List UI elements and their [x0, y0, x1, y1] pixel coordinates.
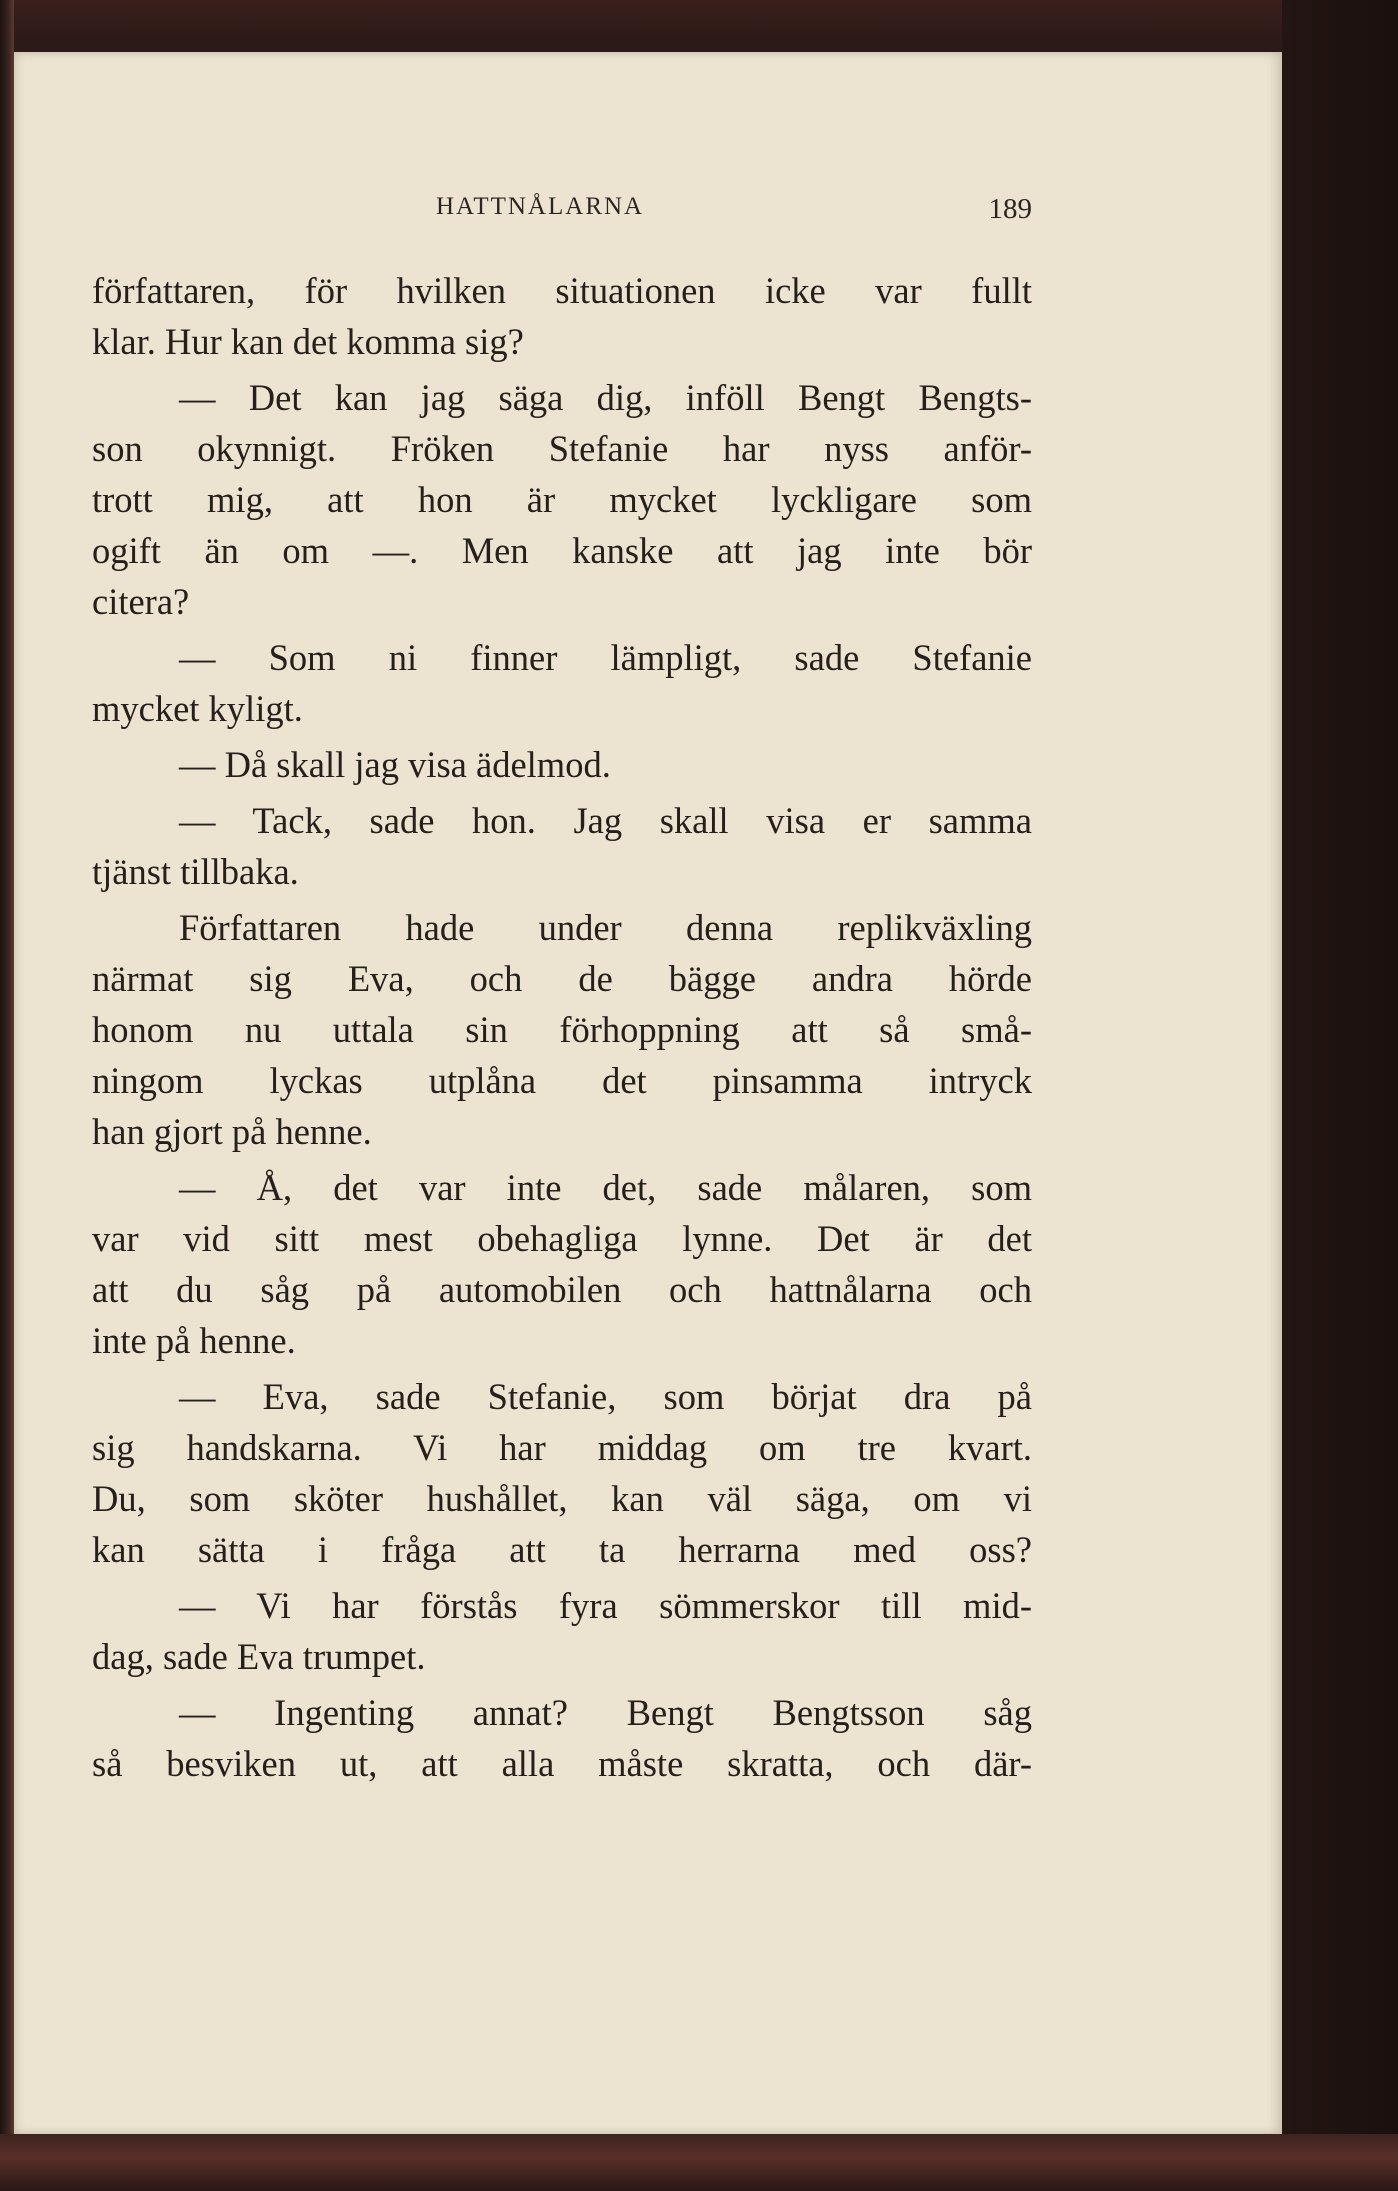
page-header	[92, 193, 1032, 233]
text-line: ogift än om —. Men kanske att jag inte bör	[92, 530, 1032, 571]
text-line: kan sätta i fråga att ta herrarna med oss?	[92, 1529, 1032, 1570]
text-line: inte på henne.	[92, 1320, 296, 1361]
page-number: 189	[988, 193, 1032, 225]
text-line: att du såg på automobilen och hattnålarna och	[92, 1269, 1032, 1310]
text-line: — Å, det var inte det, sade målaren, som	[179, 1167, 1032, 1208]
text-line: trott mig, att hon är mycket lyckligare som	[92, 479, 1032, 520]
scan-background-right	[1282, 0, 1398, 2191]
text-line: han gjort på henne.	[92, 1111, 372, 1152]
running-title: HATTNÅLARNA	[436, 193, 645, 220]
text-line: Du, som sköter hushållet, kan väl säga, om vi	[92, 1478, 1032, 1519]
text-line: citera?	[92, 581, 190, 622]
text-line: mycket kyligt.	[92, 688, 303, 729]
text-line: klar. Hur kan det komma sig?	[92, 321, 524, 362]
text-line: sig handskarna. Vi har middag om tre kvart.	[92, 1427, 1032, 1468]
page-body-text	[92, 265, 1032, 1789]
text-line: dag, sade Eva trumpet.	[92, 1636, 426, 1677]
text-line: så besviken ut, att alla måste skratta, och där-	[92, 1743, 1032, 1784]
book-binding-edge	[0, 0, 14, 2191]
text-line: — Det kan jag säga dig, inföll Bengt Bengts-	[179, 377, 1032, 418]
text-line: Författaren hade under denna replikväxling	[179, 907, 1032, 948]
text-line: närmat sig Eva, och de bägge andra hörde	[92, 958, 1032, 999]
text-line: — Vi har förstås fyra sömmerskor till mid-	[179, 1585, 1032, 1626]
text-line: honom nu uttala sin förhoppning att så små-	[92, 1009, 1032, 1050]
scan-background-bottom	[0, 2134, 1398, 2191]
text-line: son okynnigt. Fröken Stefanie har nyss anför-	[92, 428, 1032, 469]
text-line: — Eva, sade Stefanie, som börjat dra på	[179, 1376, 1032, 1417]
text-line: — Som ni finner lämpligt, sade Stefanie	[179, 637, 1032, 678]
text-line: — Då skall jag visa ädelmod.	[179, 744, 611, 785]
text-line: ningom lyckas utplåna det pinsamma intryck	[92, 1060, 1032, 1101]
text-line: var vid sitt mest obehagliga lynne. Det är det	[92, 1218, 1032, 1259]
text-line: författaren, för hvilken situationen icke var fullt	[92, 270, 1032, 311]
text-line: — Tack, sade hon. Jag skall visa er samma	[179, 800, 1032, 841]
text-line: tjänst tillbaka.	[92, 851, 299, 892]
text-line: — Ingenting annat? Bengt Bengtsson såg	[179, 1692, 1032, 1733]
